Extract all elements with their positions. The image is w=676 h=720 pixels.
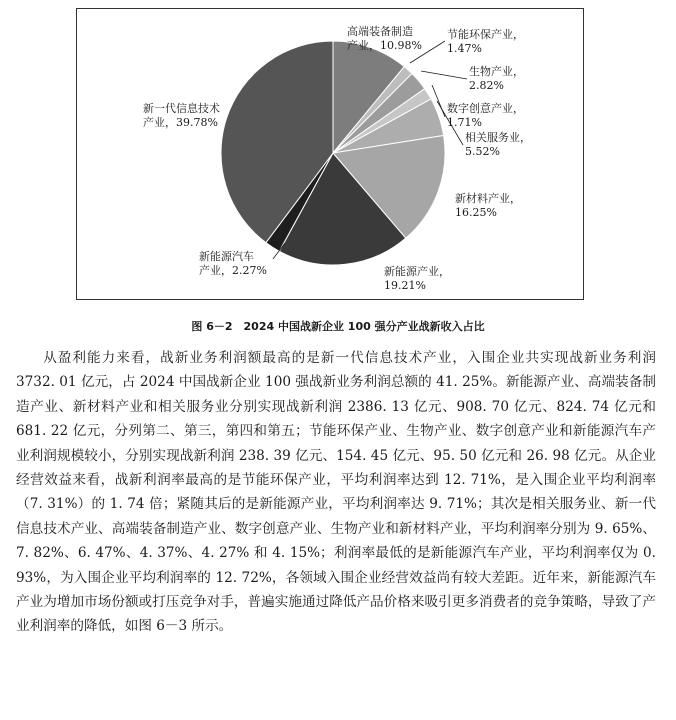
slice-label-4: 相关服务业， 5.52% xyxy=(465,131,531,158)
body-paragraph: 从盈利能力来看，战新业务利润额最高的是新一代信息技术产业，入围企业共实现战新业务利润 3732. 01 亿元，占 2024 中国战新企业 100 强战新业务利润总额的 41. 25%。新能源产业、高端装备制造产业、新材料产业和相关服务业分别实现战新利润 2386. 13 亿元、908. 70 亿元、824. 74 亿元和 681. 22 亿元，分列第二、第三，第四和第五；节能环保产业、生物产业、数字创意产业和新能源汽车产业利润规模较小，分别实现战新利润 238. 39 亿元、154. 45 亿元、95. 50 亿元和 26. 98 亿元。从企业经营效益来看，战新利润率最高的是节能环保产业，平均利润率达到 12. 71%，是入围企业平均利润率（7. 31%）的 1. 74 倍；紧随其后的是新能源产业，平均利润率达 9. 71%；其次是相关服务业、新一代信息技术产业、高端装备制造产业、数字创意产业、生物产业和新材料产业，平均利润率分别为 9. 65%、7. 82%、6. 47%、4. 37%、4. 27% 和 4. 15%；利润率最低的是新能源汽车产业，平均利润率仅为 0. 93%，为入围企业平均利润率的 12. 72%，各领域入围企业经营效益尚有较大差距。近年来，新能源汽车产业为增加市场份额或打压竞争对手，普遍实施通过降低产品价格来吸引更多消费者的竞争策略，导致了产业利润率的降低，如图 6－3 所示。 xyxy=(16,350,656,635)
pie-chart-frame xyxy=(76,8,584,300)
slice-label-6: 新能源产业， 19.21% xyxy=(384,265,450,292)
pie-chart xyxy=(77,9,585,301)
slice-label-1: 节能环保产业， 1.47% xyxy=(447,28,524,55)
slice-label-2: 生物产业， 2.82% xyxy=(469,65,524,92)
slice-label-3: 数字创意产业， 1.71% xyxy=(447,102,524,129)
leader-line-2 xyxy=(421,71,467,79)
slice-label-8: 新一代信息技术产业，39.78% xyxy=(143,102,220,129)
figure-caption: 图 6－2 2024 中国战新企业 100 强分产业战新收入占比 xyxy=(191,320,485,333)
slice-label-7: 新能源汽车产业，2.27% xyxy=(199,250,267,277)
slice-label-5: 新材料产业， 16.25% xyxy=(455,192,521,219)
slice-label-0: 高端装备制造产业，10.98% xyxy=(347,25,422,52)
